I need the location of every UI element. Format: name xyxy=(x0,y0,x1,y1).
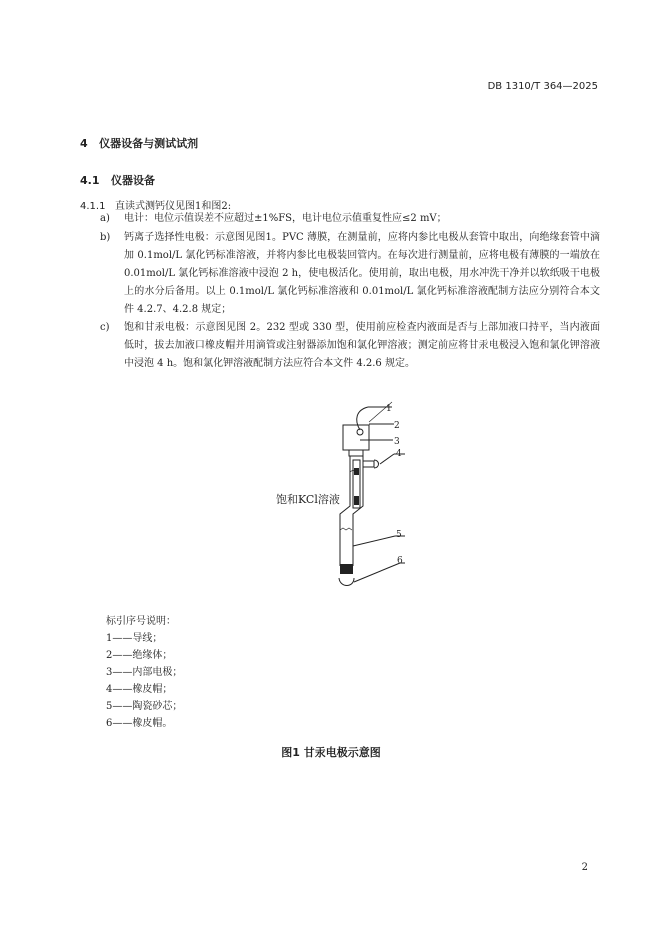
leader-5 xyxy=(353,536,395,546)
list-item-c xyxy=(100,319,600,373)
subsection-heading xyxy=(80,172,155,188)
list-item-label: c) xyxy=(100,322,110,333)
bottom-cap xyxy=(339,578,354,586)
legend-item: 6——橡皮帽。 xyxy=(106,718,173,729)
ceramic-frit xyxy=(340,564,353,574)
electrode-element-lower xyxy=(354,496,359,505)
callout-2: 2 xyxy=(394,421,400,431)
legend-item: 5——陶瓷砂芯； xyxy=(106,701,183,712)
section-heading xyxy=(80,135,198,151)
legend-item: 4——橡皮帽； xyxy=(106,684,173,695)
list-item-text: 电计：电位示值误差不应超过±1%FS，电计电位示值重复性应≤2 mV； xyxy=(124,213,447,224)
solution-level xyxy=(340,470,356,530)
list-item-a xyxy=(100,210,600,228)
callout-4: 4 xyxy=(396,449,402,459)
callout-6: 6 xyxy=(397,556,403,566)
figure-caption: 图1 甘汞电极示意图 xyxy=(281,746,381,759)
figure-legend xyxy=(106,613,182,732)
legend-item: 2——绝缘体； xyxy=(106,650,173,661)
document-id: DB 1310/T 364—2025 xyxy=(487,81,598,92)
electrode-element-upper xyxy=(354,468,359,475)
section-number: 4 xyxy=(80,137,88,150)
insulator xyxy=(343,425,369,450)
kcl-label: 饱和KCl溶液 xyxy=(276,493,340,506)
wire xyxy=(357,407,368,430)
list-item-label: a) xyxy=(100,213,110,224)
leader-6 xyxy=(354,563,400,582)
list-item-b xyxy=(100,229,600,319)
page-number: 2 xyxy=(581,862,588,873)
calomel-electrode-diagram xyxy=(270,398,430,603)
fill-port xyxy=(363,461,374,467)
legend-title: 标引序号说明： xyxy=(106,616,176,627)
callout-5: 5 xyxy=(396,530,402,540)
clause-number: 4.1.1 xyxy=(80,201,106,212)
leader-4 xyxy=(380,454,394,464)
list-item-text: 饱和甘汞电极：示意图见图 2。232 型或 330 型，使用前应检查内液面是否与上部加液口持平，当内液面低时，拔去加液口橡皮帽并用滴管或注射器添加饱和氯化钾溶液；测定前应将甘汞电极浸入饱和氯化钾溶液中浸泡 4 h。饱和氯化钾溶液配制方法应符合本文件 4.2.6 规定。 xyxy=(124,322,600,369)
callout-3: 3 xyxy=(394,437,400,447)
list-item-text: 钙离子选择性电极：示意图见图1。PVC 薄膜，在测量前，应将内参比电极从套管中取出，向绝缘套管中滴加 0.1mol/L 氯化钙标准溶液，并将内参比电极装回管内。在每次进行测量前，应将电极有薄膜的一端放在 0.01mol/L 氯化钙标准溶液中浸泡 2 h，使电极活化。使用前，取出电极，用水冲洗干净并以软纸吸干电极上的水分后备用。以上 0.1mol/L 氯化钙标准溶液和 0.01mol/L 氯化钙标准溶液配制方法应分别符合本文件 4.2.7、4.2.8 规定； xyxy=(124,232,600,315)
callout-1: 1 xyxy=(386,404,392,414)
rubber-cap-top xyxy=(374,460,379,468)
legend-item: 3——内部电极； xyxy=(106,667,183,678)
legend-item: 1——导线； xyxy=(106,633,163,644)
subsection-title: 仪器设备 xyxy=(111,174,155,187)
clause-text: 直读式测钙仪见图1和图2: xyxy=(115,201,232,212)
subsection-number: 4.1 xyxy=(80,174,100,187)
cap xyxy=(349,450,363,456)
section-title: 仪器设备与测试试剂 xyxy=(99,137,199,150)
list-item-label: b) xyxy=(100,232,111,243)
